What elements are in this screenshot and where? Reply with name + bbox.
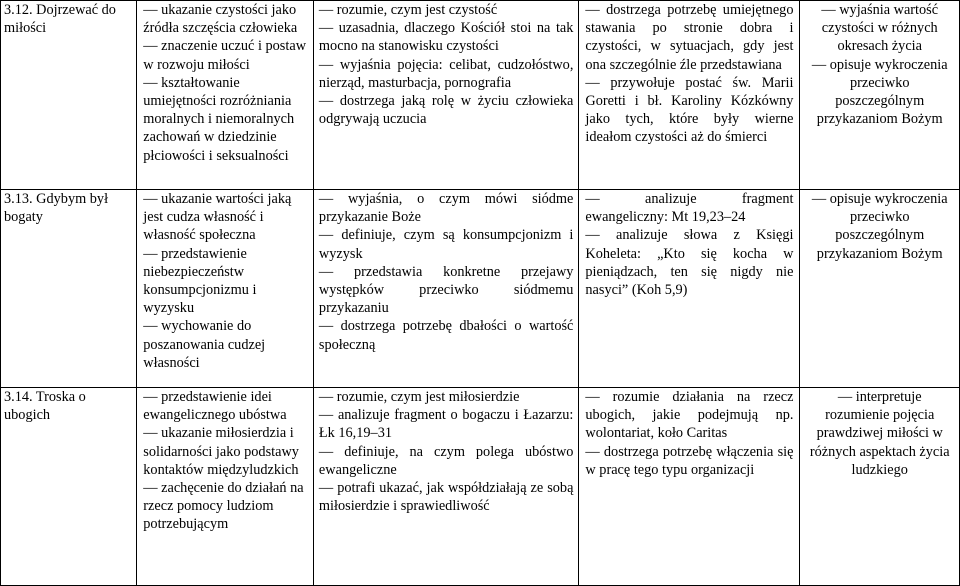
content-item: — znaczenie uczuć i postaw w rozwoju miłości <box>143 38 307 73</box>
content-item: — przedstawienie niebezpieczeństw konsumpcjonizmu i wyzysku <box>143 245 257 317</box>
requirement-item: — dostrzega jaką rolę w życiu człowieka odgrywają uczucia <box>318 93 574 128</box>
attitude-item: — analizuje fragment ewangeliczny: Mt 19,23–24 <box>585 191 794 226</box>
topic-cell <box>1 1 137 190</box>
skill-item: — interpretuje rozumienie pojęcia prawdziwej miłości w różnych aspektach życia ludzkiego <box>809 389 950 478</box>
requirements-cell <box>313 388 578 586</box>
requirements-cell <box>313 1 578 190</box>
content-item: — ukazanie miłosierdzia i solidarności jako podstawy kontaktów międzyludzkich <box>143 425 299 478</box>
requirement-item: — definiuje, na czym polega ubóstwo ewangeliczne <box>318 443 574 478</box>
requirement-item: — wyjaśnia, o czym mówi siódme przykazanie Boże <box>318 191 574 226</box>
requirement-item: — przedstawia konkretne przejawy występków przeciwko siódmemu przykazaniu <box>318 263 574 317</box>
requirement-item: — rozumie, czym jest miłosierdzie <box>318 389 520 405</box>
content-cell <box>137 1 314 190</box>
content-item: — przedstawienie idei ewangelicznego ubóstwa <box>143 389 287 424</box>
table-row <box>1 1 960 190</box>
skill-item: — opisuje wykroczenia przeciwko poszczególnym przykazaniom Bożym <box>811 191 948 262</box>
attitudes-cell <box>579 1 800 190</box>
attitude-item: — dostrzega potrzebę umiejętnego stawania po stronie dobra i czystości, w sytuacjach, gdy jest ona szczególnie źle przedstawiana <box>585 2 794 73</box>
topic-cell <box>1 190 137 388</box>
content-item: — ukazanie wartości jaką jest cudza własność i własność społeczna <box>143 191 292 244</box>
table-row <box>1 190 960 388</box>
topic-title: 3.14. Troska o ubogich <box>4 389 86 424</box>
skills-cell <box>800 190 960 388</box>
requirements-cell <box>313 190 578 388</box>
requirement-item: — wyjaśnia pojęcia: celibat, cudzołóstwo, nierząd, masturbacja, pornografia <box>318 56 574 91</box>
topic-title: 3.12. Dojrzewać do miłości <box>4 2 116 37</box>
content-cell <box>137 388 314 586</box>
content-item: — ukazanie czystości jako źródła szczęścia człowieka <box>143 2 298 37</box>
requirement-item: — definiuje, czym są konsumpcjonizm i wyzysk <box>318 227 574 262</box>
skills-cell <box>800 1 960 190</box>
content-item: — zachęcenie do działań na rzecz pomocy ludziom potrzebującym <box>143 480 304 533</box>
table-row <box>1 388 960 586</box>
topic-cell <box>1 388 137 586</box>
attitude-item: — rozumie działania na rzecz ubogich, jakie podejmują np. wolontariat, koło Caritas <box>585 389 794 442</box>
attitudes-cell <box>579 190 800 388</box>
requirement-item: — rozumie, czym jest czystość <box>318 2 498 18</box>
content-item: — wychowanie do poszanowania cudzej własności <box>143 318 266 371</box>
skill-item: — wyjaśnia wartość czystości w różnych okresach życia <box>821 2 939 55</box>
requirement-item: — dostrzega potrzebę dbałości o wartość społeczną <box>318 318 574 353</box>
content-cell <box>137 190 314 388</box>
attitudes-cell <box>579 388 800 586</box>
skill-item: — opisuje wykroczenia przeciwko poszczególnym przykazaniom Bożym <box>811 56 948 128</box>
attitude-item: — dostrzega potrzebę włączenia się w pracę tego typu organizacji <box>585 443 794 478</box>
requirement-item: — uzasadnia, dlaczego Kościół stoi na tak mocno na stanowisku czystości <box>318 20 574 55</box>
attitude-item: — przywołuje postać św. Marii Goretti i bł. Karoliny Kózkówny jako tych, które były wierne ideałom czystości aż do śmierci <box>585 74 794 146</box>
skills-cell <box>800 388 960 586</box>
attitude-item: — analizuje słowa z Księgi Koheleta: „Kto się kocha w pieniądzach, ten się nigdy nie nasyci” (Koh 5,9) <box>585 227 794 299</box>
topic-title: 3.13. Gdybym był bogaty <box>4 191 109 226</box>
content-item: — kształtowanie umiejętności rozróżniania moralnych i niemoralnych zachowań w dziedzinie płciowości i seksualności <box>143 74 295 164</box>
requirement-item: — analizuje fragment o bogaczu i Łazarzu: Łk 16,19–31 <box>318 407 574 442</box>
requirement-item: — potrafi ukazać, jak współdziałają ze sobą miłosierdzie i sprawiedliwość <box>318 480 574 515</box>
